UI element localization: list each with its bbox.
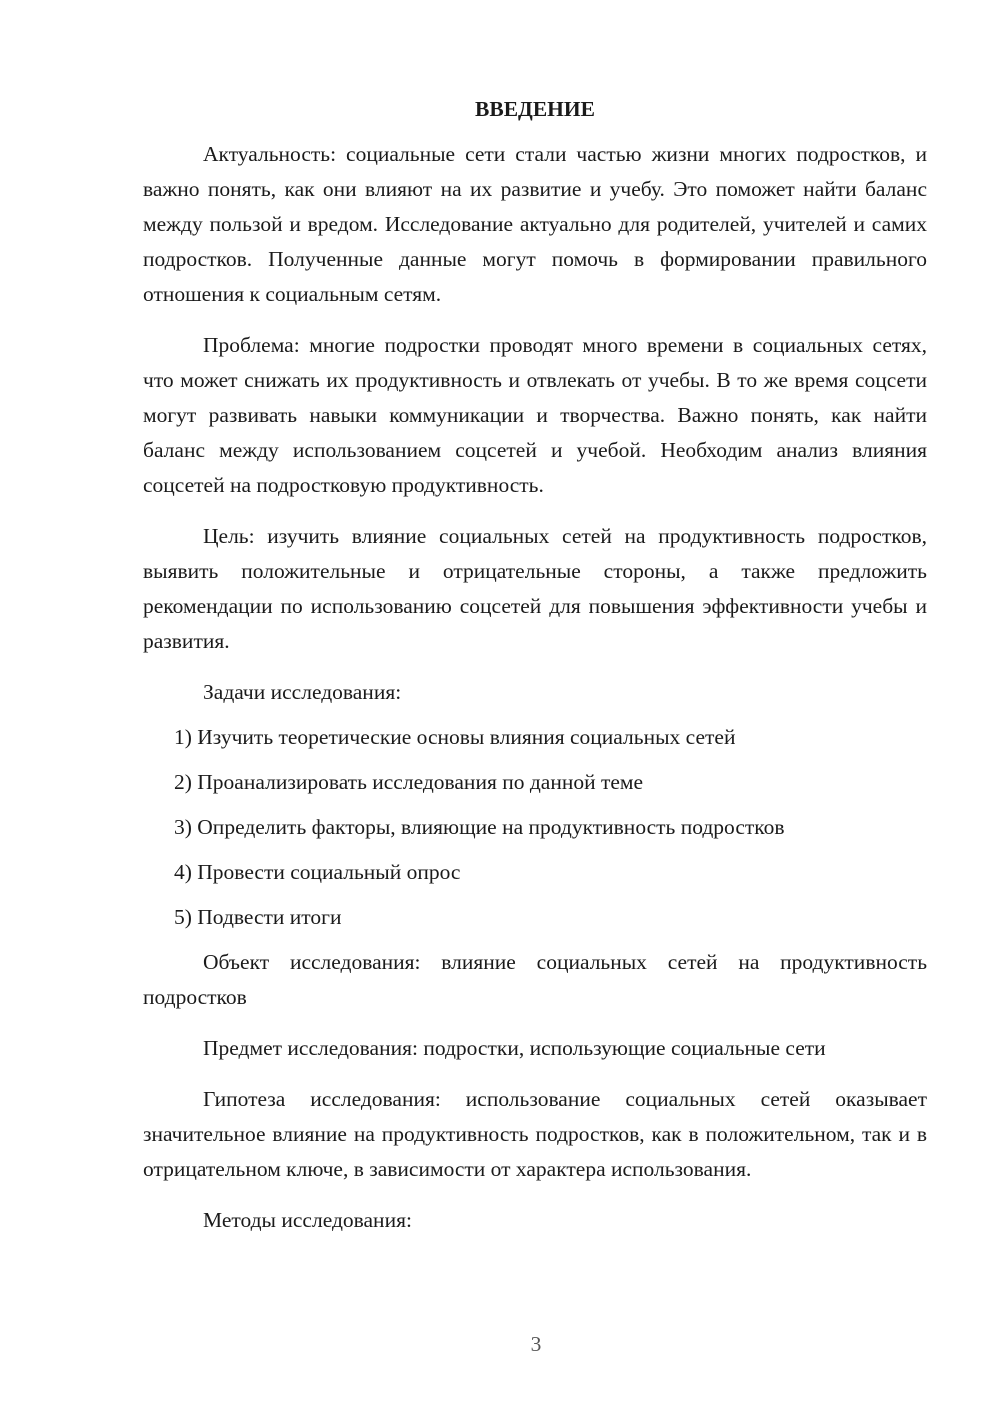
paragraph-object: Объект исследования: влияние социальных сетей на продуктивность подростков [143,950,927,1009]
document-page [143,92,927,1254]
list-item: 4) Провести социальный опрос [174,860,461,884]
paragraph-hypothesis: Гипотеза исследования: использование социальных сетей оказывает значительное влияние на продуктивность подростков, как в положительном, так и в отрицательном ключе, в зависимости от характера использования. [143,1087,927,1181]
list-item: 1) Изучить теоретические основы влияния социальных сетей [174,725,736,749]
paragraph-methods-heading: Методы исследования: [203,1208,412,1232]
page-title: ВВЕДЕНИЕ [475,97,595,121]
paragraph-subject: Предмет исследования: подростки, использующие социальные сети [203,1036,826,1060]
list-item: 3) Определить факторы, влияющие на продуктивность подростков [174,815,785,839]
tasks-list [143,720,927,935]
list-item: 2) Проанализировать исследования по данной теме [174,770,644,794]
page-number: 3 [530,1332,542,1356]
tasks-heading: Задачи исследования: [203,680,402,704]
list-item: 5) Подвести итоги [174,905,342,929]
paragraph-goal: Цель: изучить влияние социальных сетей на продуктивность подростков, выявить положительные и отрицательные стороны, а также предложить рекомендации по использованию соцсетей для повышения эффективности учебы и развития. [143,524,927,653]
paragraph-relevance: Актуальность: социальные сети стали частью жизни многих подростков, и важно понять, как они влияют на их развитие и учебу. Это поможет найти баланс между пользой и вредом. Исследование актуально для родителей, учителей и самих подростков. Полученные данные могут помочь в формировании правильного отношения к социальным сетям. [143,142,927,306]
paragraph-problem: Проблема: многие подростки проводят много времени в социальных сетях, что может снижать их продуктивность и отвлекать от учебы. В то же время соцсети могут развивать навыки коммуникации и творчества. Важно понять, как найти баланс между использованием соцсетей и учебой. Необходим анализ влияния соцсетей на подростковую продуктивность. [143,333,927,497]
